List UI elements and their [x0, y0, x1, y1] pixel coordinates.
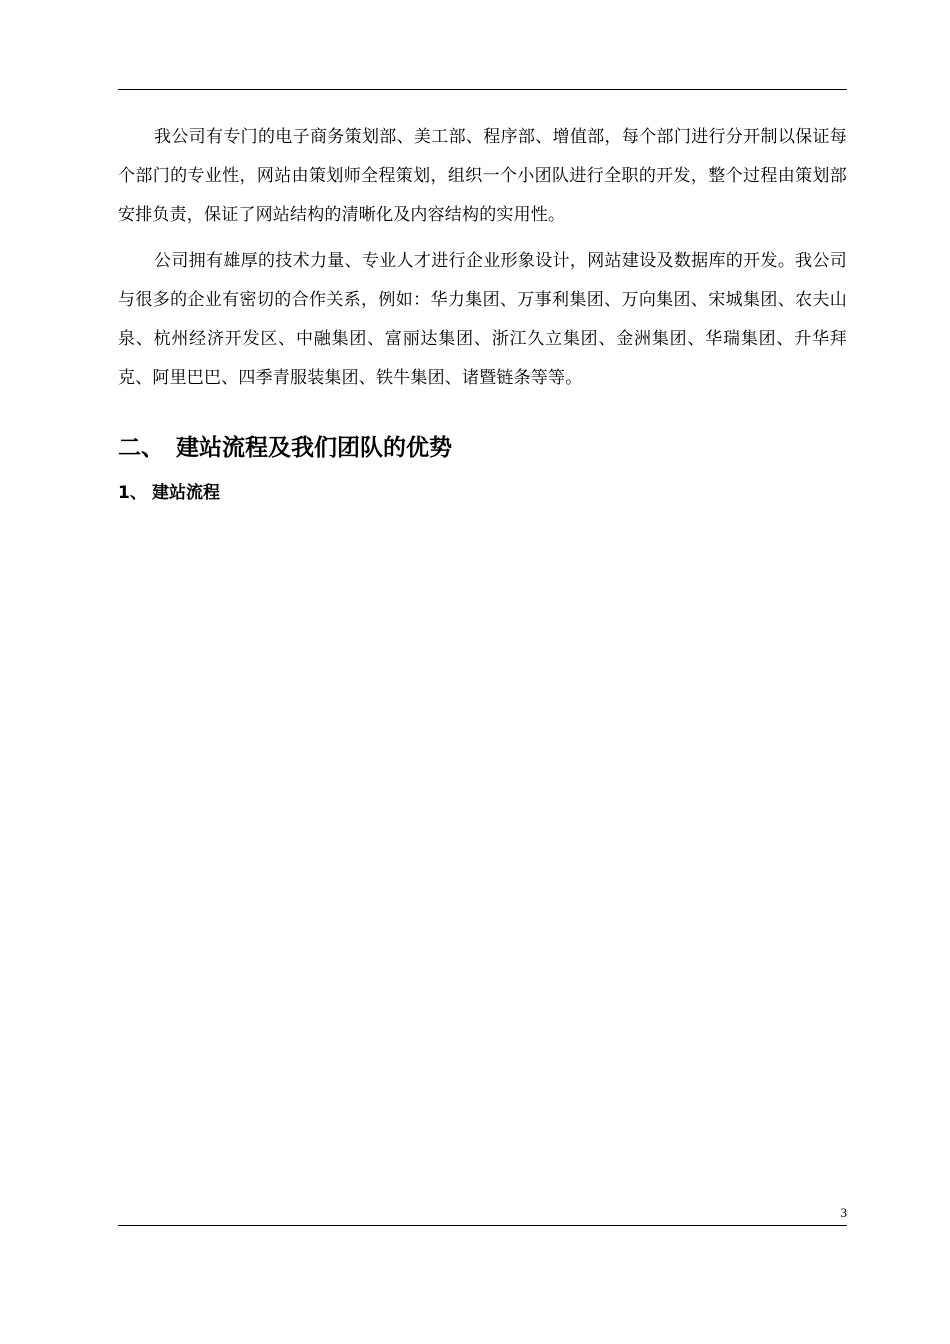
company-clients-paragraph: 公司拥有雄厚的技术力量、专业人才进行企业形象设计，网站建设及数据库的开发。我公司与很多的企业有密切的合作关系，例如：华力集团、万事利集团、万向集团、宋城集团、农夫山泉、杭州经济开发区、中融集团、富丽达集团、浙江久立集团、金洲集团、华瑞集团、升华拜克、阿里巴巴、四季青服装集团、铁牛集团、诸暨链条等等。 [118, 251, 847, 388]
subsection-heading [118, 480, 847, 506]
footer-rule [118, 1225, 847, 1226]
subsection-title: 建站流程 [152, 483, 220, 503]
header-rule [118, 89, 847, 90]
document-body [118, 118, 847, 506]
section-heading [118, 428, 847, 468]
section-title: 建站流程及我们团队的优势 [176, 435, 452, 461]
page-number: 3 [840, 1205, 847, 1220]
company-departments-paragraph: 我公司有专门的电子商务策划部、美工部、程序部、增值部，每个部门进行分开制以保证每个部门的专业性，网站由策划师全程策划，组织一个小团队进行全职的开发，整个过程由策划部安排负责，保证了网站结构的清晰化及内容结构的实用性。 [118, 127, 847, 225]
section-number: 二、 [118, 435, 164, 461]
subsection-number: 1、 [118, 483, 147, 503]
